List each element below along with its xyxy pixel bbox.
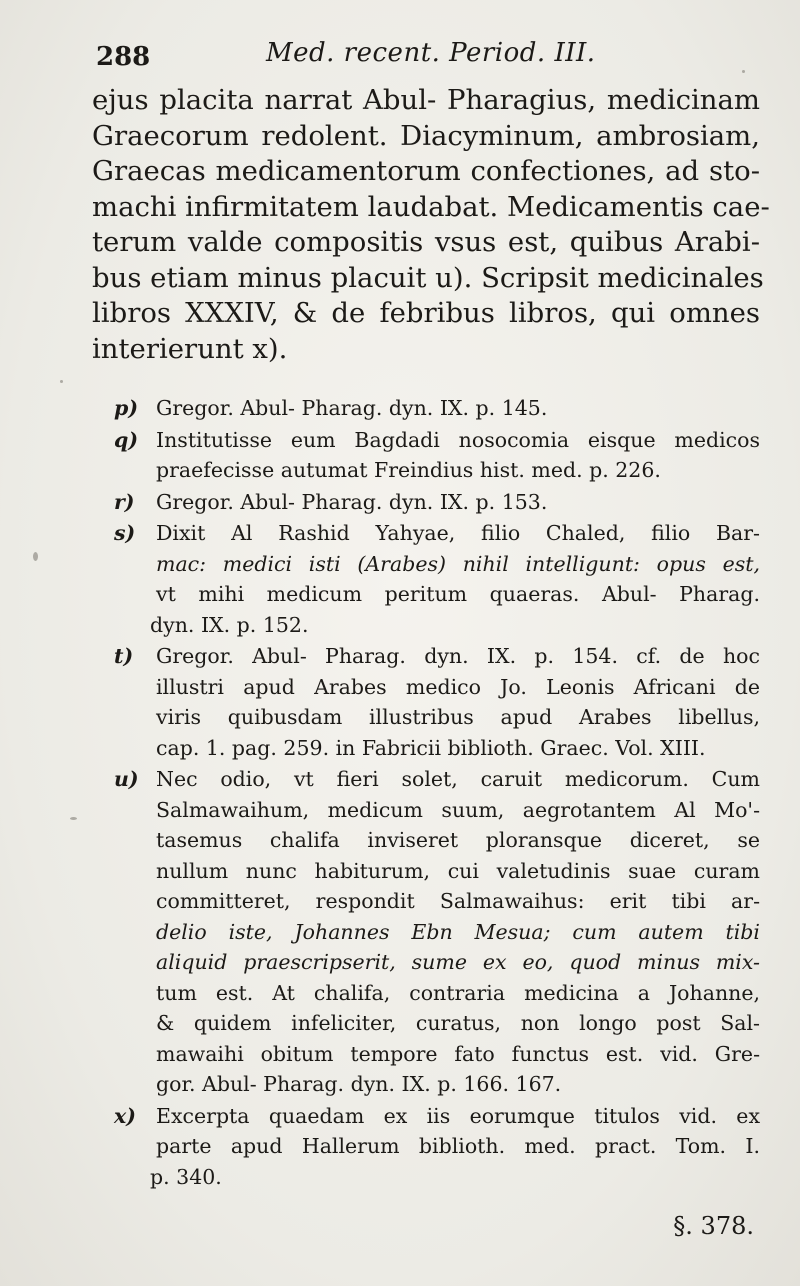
body-line: terum valde compositis vsus est, quibus Arabi-	[92, 226, 760, 258]
footnote-line: Salmawaihum, medicum suum, aegrotantem Al Mo'-	[156, 797, 760, 822]
footnote-mark: t)	[114, 644, 134, 668]
footnote-mark: s)	[114, 521, 136, 545]
footnote-line: Nec odio, vt fieri solet, caruit medicorum. Cum	[156, 767, 760, 791]
footnote-line: dyn. IX. p. 152.	[150, 612, 309, 637]
footnote-line: & quidem infeliciter, curatus, non longo post Sal-	[156, 1011, 760, 1035]
footnote-line: Gregor. Abul- Pharag. dyn. IX. p. 153.	[156, 489, 548, 514]
footnote-mark: x)	[114, 1103, 136, 1128]
footnote-line: tasemus chalifa inviseret ploransque diceret, se	[156, 828, 760, 852]
footnote-line: Gregor. Abul- Pharag. dyn. IX. p. 154. cf. de hoc	[156, 644, 760, 668]
footnote-p	[104, 393, 760, 424]
footnotes	[104, 393, 760, 1193]
footnote-line: nullum nunc habiturum, cui valetudinis suae curam	[156, 858, 760, 883]
footnote-line: committeret, respondit Salmawaihus: erit tibi ar-	[156, 889, 760, 913]
footnote-line: parte apud Hallerum biblioth. med. pract. Tom. I.	[156, 1134, 760, 1158]
footnote-line: Dixit Al Rashid Yahyae, filio Chaled, filio Bar-	[156, 521, 760, 545]
main-paragraph	[92, 83, 770, 367]
footnote-mark: q)	[114, 427, 139, 452]
running-head: Med. recent. Period. III.	[266, 38, 596, 68]
footnote-u	[104, 764, 760, 1100]
body-line: machi infirmitatem laudabat. Medicamentis cae-	[92, 190, 770, 223]
footnote-line: Institutisse eum Bagdadi nosocomia eisque medicos	[156, 427, 760, 452]
footnote-line: Excerpta quaedam ex iis eorumque titulos vid. ex	[156, 1103, 760, 1128]
footnote-t	[104, 641, 760, 763]
footnote-line: illustri apud Arabes medico Jo. Leonis Africani de	[156, 674, 760, 699]
catchword: §. 378.	[673, 1212, 754, 1240]
page-header	[96, 38, 616, 82]
page-number: 288	[96, 42, 151, 72]
footnote-line: gor. Abul- Pharag. dyn. IX. p. 166. 167.	[156, 1072, 562, 1096]
body-line: interierunt x).	[92, 332, 288, 365]
footnote-line: Gregor. Abul- Pharag. dyn. IX. p. 145.	[156, 396, 548, 420]
footnote-line: mac: medici isti (Arabes) nihil intelligunt: opus est,	[156, 551, 760, 576]
body-line: bus etiam minus placuit u). Scripsit medicinales	[92, 261, 764, 294]
footnote-line: praefecisse autumat Freindius hist. med. p. 226.	[156, 458, 661, 482]
body-line: Graecas medicamentorum confectiones, ad sto-	[92, 155, 760, 187]
footnote-line: vt mihi medicum peritum quaeras. Abul- Pharag.	[156, 582, 760, 606]
footnote-line: delio iste, Johannes Ebn Mesua; cum autem tibi	[156, 919, 760, 944]
body-line: libros XXXIV, & de febribus libros, qui omnes	[92, 297, 760, 329]
footnote-line: tum est. At chalifa, contraria medicina a Johanne,	[156, 980, 760, 1005]
footnote-line: aliquid praescripserit, sume ex eo, quod minus mix-	[156, 950, 760, 974]
footnote-x	[104, 1101, 760, 1193]
footnote-s	[104, 518, 760, 640]
footnote-line: viris quibusdam illustribus apud Arabes libellus,	[156, 705, 760, 729]
footnote-r	[104, 487, 760, 518]
footnote-line: cap. 1. pag. 259. in Fabricii biblioth. Graec. Vol. XIII.	[156, 735, 706, 760]
footnote-line: mawaihi obitum tempore fato functus est. vid. Gre-	[156, 1041, 760, 1066]
body-line: Graecorum redolent. Diacyminum, ambrosiam,	[92, 119, 760, 152]
footnote-mark: r)	[114, 489, 135, 514]
footnote-mark: u)	[114, 767, 139, 791]
footnote-mark: p)	[114, 396, 139, 420]
footnote-line: p. 340.	[150, 1164, 222, 1189]
body-line: ejus placita narrat Abul- Pharagius, medicinam	[92, 84, 760, 116]
footnote-q	[104, 425, 760, 486]
